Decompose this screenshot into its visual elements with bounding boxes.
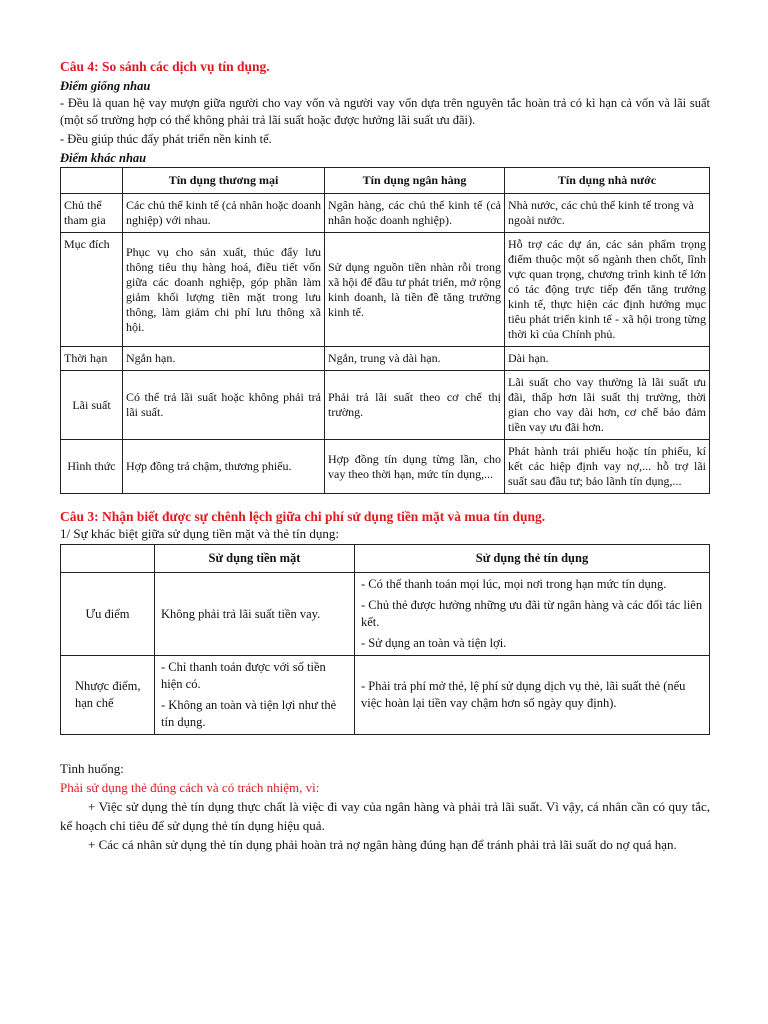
row-label: Chủ thể tham gia: [61, 194, 123, 233]
list-item: - Chỉ thanh toán được với số tiền hiện có.: [161, 660, 326, 691]
table-cell: Ngắn hạn.: [123, 347, 325, 371]
table-cell: Hợp đồng trả chậm, thương phiếu.: [123, 440, 325, 494]
list-item: - Chủ thẻ được hưởng những ưu đãi từ ngân hàng và các đối tác liên kết.: [361, 598, 703, 629]
table-row: [61, 347, 710, 371]
table-header-cell: Tín dụng nhà nước: [505, 168, 710, 194]
table-header-cell: [61, 168, 123, 194]
list-item: - Không an toàn và tiện lợi như thẻ tín dụng.: [161, 698, 337, 729]
table-cell: Ngắn, trung và dài hạn.: [325, 347, 505, 371]
similar-point-2: - Đều giúp thúc đẩy phát triển nền kinh tế.: [60, 132, 272, 146]
similar-label: Điểm giống nhau: [60, 79, 151, 93]
table-row: [61, 233, 710, 347]
table-header-cell: Tín dụng ngân hàng: [325, 168, 505, 194]
table-header-cell: Tín dụng thương mại: [123, 168, 325, 194]
row-label: Lãi suất: [61, 371, 123, 440]
diff-label: Điểm khác nhau: [60, 151, 147, 165]
table-cell: Các chủ thể kinh tế (cả nhân hoặc doanh nghiệp) với nhau.: [123, 194, 325, 233]
table-header-row: [61, 545, 710, 573]
table-row: [61, 371, 710, 440]
table-cell: Không phải trả lãi suất tiền vay.: [155, 573, 355, 656]
cash-vs-card-table: [60, 544, 710, 735]
table-row: [61, 573, 710, 656]
q3-subheading: 1/ Sự khác biệt giữa sử dụng tiền mặt và thẻ tín dụng:: [60, 526, 339, 541]
credit-comparison-table: [60, 167, 710, 494]
table-cell: Sử dụng nguồn tiền nhàn rỗi trong xã hội để đầu tư phát triển, mở rộng kinh doanh, là tiền đề tăng trưởng kinh tế.: [325, 233, 505, 347]
q4-heading: Câu 4: So sánh các dịch vụ tín dụng.: [60, 59, 270, 74]
row-label: Thời hạn: [61, 347, 123, 371]
table-cell: Phát hành trái phiếu hoặc tín phiếu, kí kết các hiệp định vay nợ,... hỗ trợ lãi suất sau đầu tư; bảo lãnh tín dụng,...: [505, 440, 710, 494]
table-header-cell: [61, 545, 155, 573]
row-label: Mục đích: [61, 233, 123, 347]
table-cell: Hợp đồng tín dụng từng lần, cho vay theo thời hạn, mức tín dụng,...: [325, 440, 505, 494]
table-cell: Dài hạn.: [505, 347, 710, 371]
similar-point-1: - Đều là quan hệ vay mượn giữa người cho vay vốn và người vay vốn dựa trên nguyên tắc hoàn trả có kì hạn cả vốn và lãi suất (một số trường hợp có thể không phải trả lãi suất hoặc được hưởng lãi suất ưu đãi).: [60, 96, 710, 127]
situation-label: Tình huống:: [60, 761, 124, 776]
table-cell: - Phải trả phí mở thẻ, lệ phí sử dụng dịch vụ thẻ, lãi suất thẻ (nếu việc hoàn lại tiền vay chậm hơn số ngày quy định).: [355, 656, 710, 735]
table-row: [61, 194, 710, 233]
row-label: Hình thức: [61, 440, 123, 494]
q3-heading: Câu 3: Nhận biết được sự chênh lệch giữa chi phí sử dụng tiền mặt và mua tín dụng.: [60, 509, 546, 524]
table-cell: [155, 656, 355, 735]
table-row: [61, 656, 710, 735]
table-cell: Hỗ trợ các dự án, các sản phẩm trọng điểm thuộc một số ngành then chốt, lĩnh vực quan trọng, chương trình kinh tế lớn có tác động trực tiếp đến tăng trưởng kinh tế, thực hiện các định hướng mục tiêu phát triển kinh tế - xã hội trong từng thời kì của Chính phủ.: [505, 233, 710, 347]
document-page: [60, 58, 710, 854]
situation-red-line: Phải sử dụng thẻ đúng cách và có trách nhiệm, vì:: [60, 780, 320, 795]
table-cell: Phục vụ cho sản xuất, thúc đẩy lưu thông tiêu thụ hàng hoá, điều tiết vốn giữa các doanh nghiệp, góp phần làm giảm khối lượng tiền mặt trong lưu thông, làm giảm chi phí lưu thông xã hội.: [123, 233, 325, 347]
table-cell: Nhà nước, các chủ thể kinh tế trong và ngoài nước.: [505, 194, 710, 233]
row-label: Ưu điểm: [61, 573, 155, 656]
list-item: - Có thể thanh toán mọi lúc, mọi nơi trong hạn mức tín dụng.: [361, 577, 667, 591]
table-cell: Có thể trả lãi suất hoặc không phải trả lãi suất.: [123, 371, 325, 440]
table-row: [61, 440, 710, 494]
table-cell: [355, 573, 710, 656]
table-header-row: [61, 168, 710, 194]
row-label: Nhược điểm, hạn chế: [61, 656, 155, 735]
situation-point-2: + Các cá nhân sử dụng thẻ tín dụng phải hoàn trả nợ ngân hàng đúng hạn để tránh phải trả lãi suất do nợ quá hạn.: [88, 837, 677, 852]
table-cell: Lãi suất cho vay thường là lãi suất ưu đãi, thấp hơn lãi suất thị trường, thời gian cho vay dài hơn, cơ chế bảo đảm tiền vay ưu đãi hơn.: [505, 371, 710, 440]
situation-point-1: + Việc sử dụng thẻ tín dụng thực chất là việc đi vay của ngân hàng và phải trả lãi suất. Vì vậy, cá nhân cần có quy tắc, kế hoạch chi tiêu để sử dụng thẻ tín dụng hiệu quả.: [60, 799, 710, 833]
table-header-cell: Sử dụng thẻ tín dụng: [355, 545, 710, 573]
table-header-cell: Sử dụng tiền mặt: [155, 545, 355, 573]
list-item: - Sử dụng an toàn và tiện lợi.: [361, 636, 507, 650]
table-cell: Phải trả lãi suất theo cơ chế thị trường.: [325, 371, 505, 440]
table-cell: Ngân hàng, các chủ thể kinh tế (cả nhân hoặc doanh nghiệp).: [325, 194, 505, 233]
